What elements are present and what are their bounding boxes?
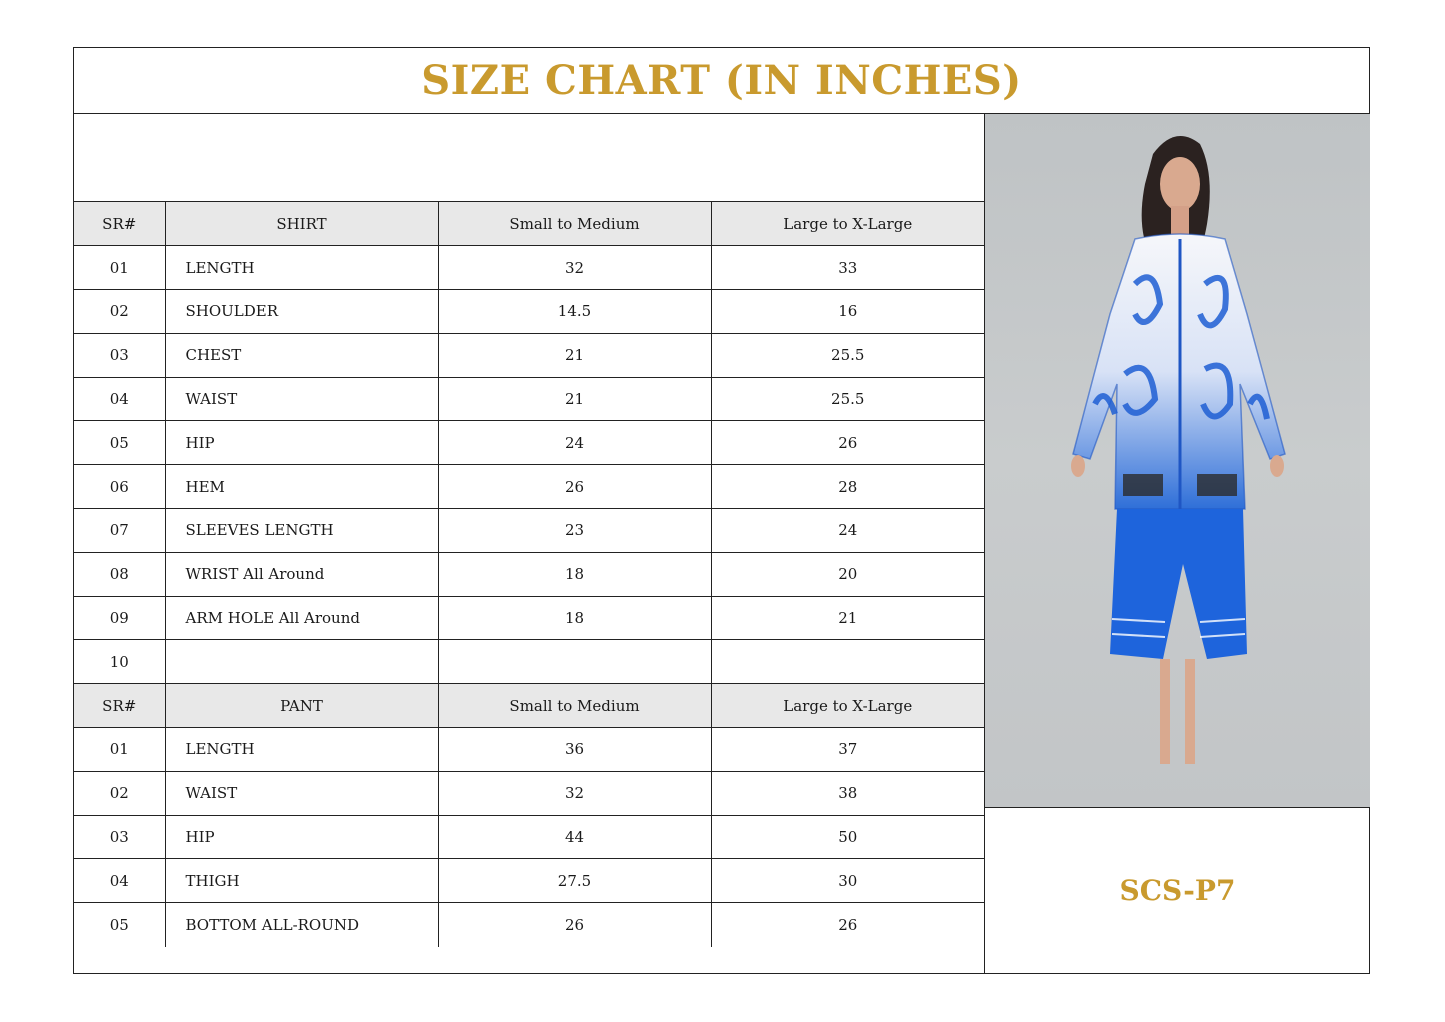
- measurement-name: WRIST All Around: [165, 552, 438, 596]
- large-xlarge-value: 25.5: [711, 377, 984, 421]
- small-medium-value: 32: [438, 771, 711, 815]
- large-xlarge-value: 26: [711, 421, 984, 465]
- table-row: [74, 421, 984, 465]
- large-xlarge-value: 16: [711, 290, 984, 334]
- measurement-name: WAIST: [165, 771, 438, 815]
- small-medium-value: [438, 640, 711, 684]
- large-xlarge-header: Large to X-Large: [711, 684, 984, 728]
- table-row: [74, 552, 984, 596]
- small-medium-value: 32: [438, 246, 711, 290]
- small-medium-value: 23: [438, 509, 711, 553]
- large-xlarge-value: 24: [711, 509, 984, 553]
- small-medium-header: Small to Medium: [438, 684, 711, 728]
- size-table-panel: [74, 114, 984, 973]
- sr-cell: 02: [74, 771, 165, 815]
- small-medium-value: 26: [438, 465, 711, 509]
- table-row: [74, 465, 984, 509]
- table-row: [74, 377, 984, 421]
- shirt-header-row: [74, 202, 984, 246]
- small-medium-value: 26: [438, 903, 711, 947]
- small-medium-value: 27.5: [438, 859, 711, 903]
- section-header: SHIRT: [165, 202, 438, 246]
- sr-cell: 08: [74, 552, 165, 596]
- large-xlarge-value: 30: [711, 859, 984, 903]
- size-table: [74, 202, 984, 947]
- measurement-name: ARM HOLE All Around: [165, 596, 438, 640]
- table-row: [74, 771, 984, 815]
- blank-area: [74, 114, 984, 202]
- sr-cell: 05: [74, 903, 165, 947]
- table-row: [74, 596, 984, 640]
- table-row: [74, 903, 984, 947]
- large-xlarge-value: 28: [711, 465, 984, 509]
- table-row: [74, 246, 984, 290]
- sr-cell: 04: [74, 377, 165, 421]
- measurement-name: [165, 640, 438, 684]
- small-medium-value: 21: [438, 377, 711, 421]
- measurement-name: HIP: [165, 815, 438, 859]
- small-medium-value: 18: [438, 552, 711, 596]
- sr-cell: 10: [74, 640, 165, 684]
- measurement-name: THIGH: [165, 859, 438, 903]
- table-row: [74, 815, 984, 859]
- small-medium-value: 44: [438, 815, 711, 859]
- small-medium-value: 24: [438, 421, 711, 465]
- sr-header: SR#: [74, 202, 165, 246]
- model-illustration: [985, 114, 1370, 808]
- table-row: [74, 509, 984, 553]
- large-xlarge-value: 50: [711, 815, 984, 859]
- small-medium-value: 36: [438, 728, 711, 772]
- large-xlarge-header: Large to X-Large: [711, 202, 984, 246]
- large-xlarge-value: 33: [711, 246, 984, 290]
- measurement-name: SHOULDER: [165, 290, 438, 334]
- table-row: [74, 640, 984, 684]
- sr-header: SR#: [74, 684, 165, 728]
- large-xlarge-value: 21: [711, 596, 984, 640]
- product-code: SCS-P7: [1119, 874, 1236, 907]
- sr-cell: 03: [74, 333, 165, 377]
- sr-cell: 03: [74, 815, 165, 859]
- measurement-name: BOTTOM ALL-ROUND: [165, 903, 438, 947]
- measurement-name: SLEEVES LENGTH: [165, 509, 438, 553]
- measurement-name: CHEST: [165, 333, 438, 377]
- table-row: [74, 290, 984, 334]
- table-row: [74, 728, 984, 772]
- measurement-name: HEM: [165, 465, 438, 509]
- measurement-name: LENGTH: [165, 728, 438, 772]
- sr-cell: 02: [74, 290, 165, 334]
- large-xlarge-value: 25.5: [711, 333, 984, 377]
- size-chart-frame: [73, 47, 1370, 974]
- sr-cell: 01: [74, 246, 165, 290]
- table-row: [74, 859, 984, 903]
- sr-cell: 01: [74, 728, 165, 772]
- measurement-name: LENGTH: [165, 246, 438, 290]
- title-bar: [74, 48, 1369, 114]
- large-xlarge-value: 20: [711, 552, 984, 596]
- large-xlarge-value: 37: [711, 728, 984, 772]
- small-medium-header: Small to Medium: [438, 202, 711, 246]
- table-row: [74, 333, 984, 377]
- measurement-name: WAIST: [165, 377, 438, 421]
- sr-cell: 05: [74, 421, 165, 465]
- sr-cell: 06: [74, 465, 165, 509]
- pant-header-row: [74, 684, 984, 728]
- small-medium-value: 18: [438, 596, 711, 640]
- measurement-name: HIP: [165, 421, 438, 465]
- product-panel: [984, 114, 1369, 973]
- small-medium-value: 14.5: [438, 290, 711, 334]
- model-photo: [985, 114, 1370, 808]
- small-medium-value: 21: [438, 333, 711, 377]
- large-xlarge-value: 38: [711, 771, 984, 815]
- product-code-box: [985, 808, 1370, 973]
- page-title: SIZE CHART (IN INCHES): [421, 57, 1022, 104]
- large-xlarge-value: 26: [711, 903, 984, 947]
- sr-cell: 07: [74, 509, 165, 553]
- sr-cell: 09: [74, 596, 165, 640]
- large-xlarge-value: [711, 640, 984, 684]
- sr-cell: 04: [74, 859, 165, 903]
- section-header: PANT: [165, 684, 438, 728]
